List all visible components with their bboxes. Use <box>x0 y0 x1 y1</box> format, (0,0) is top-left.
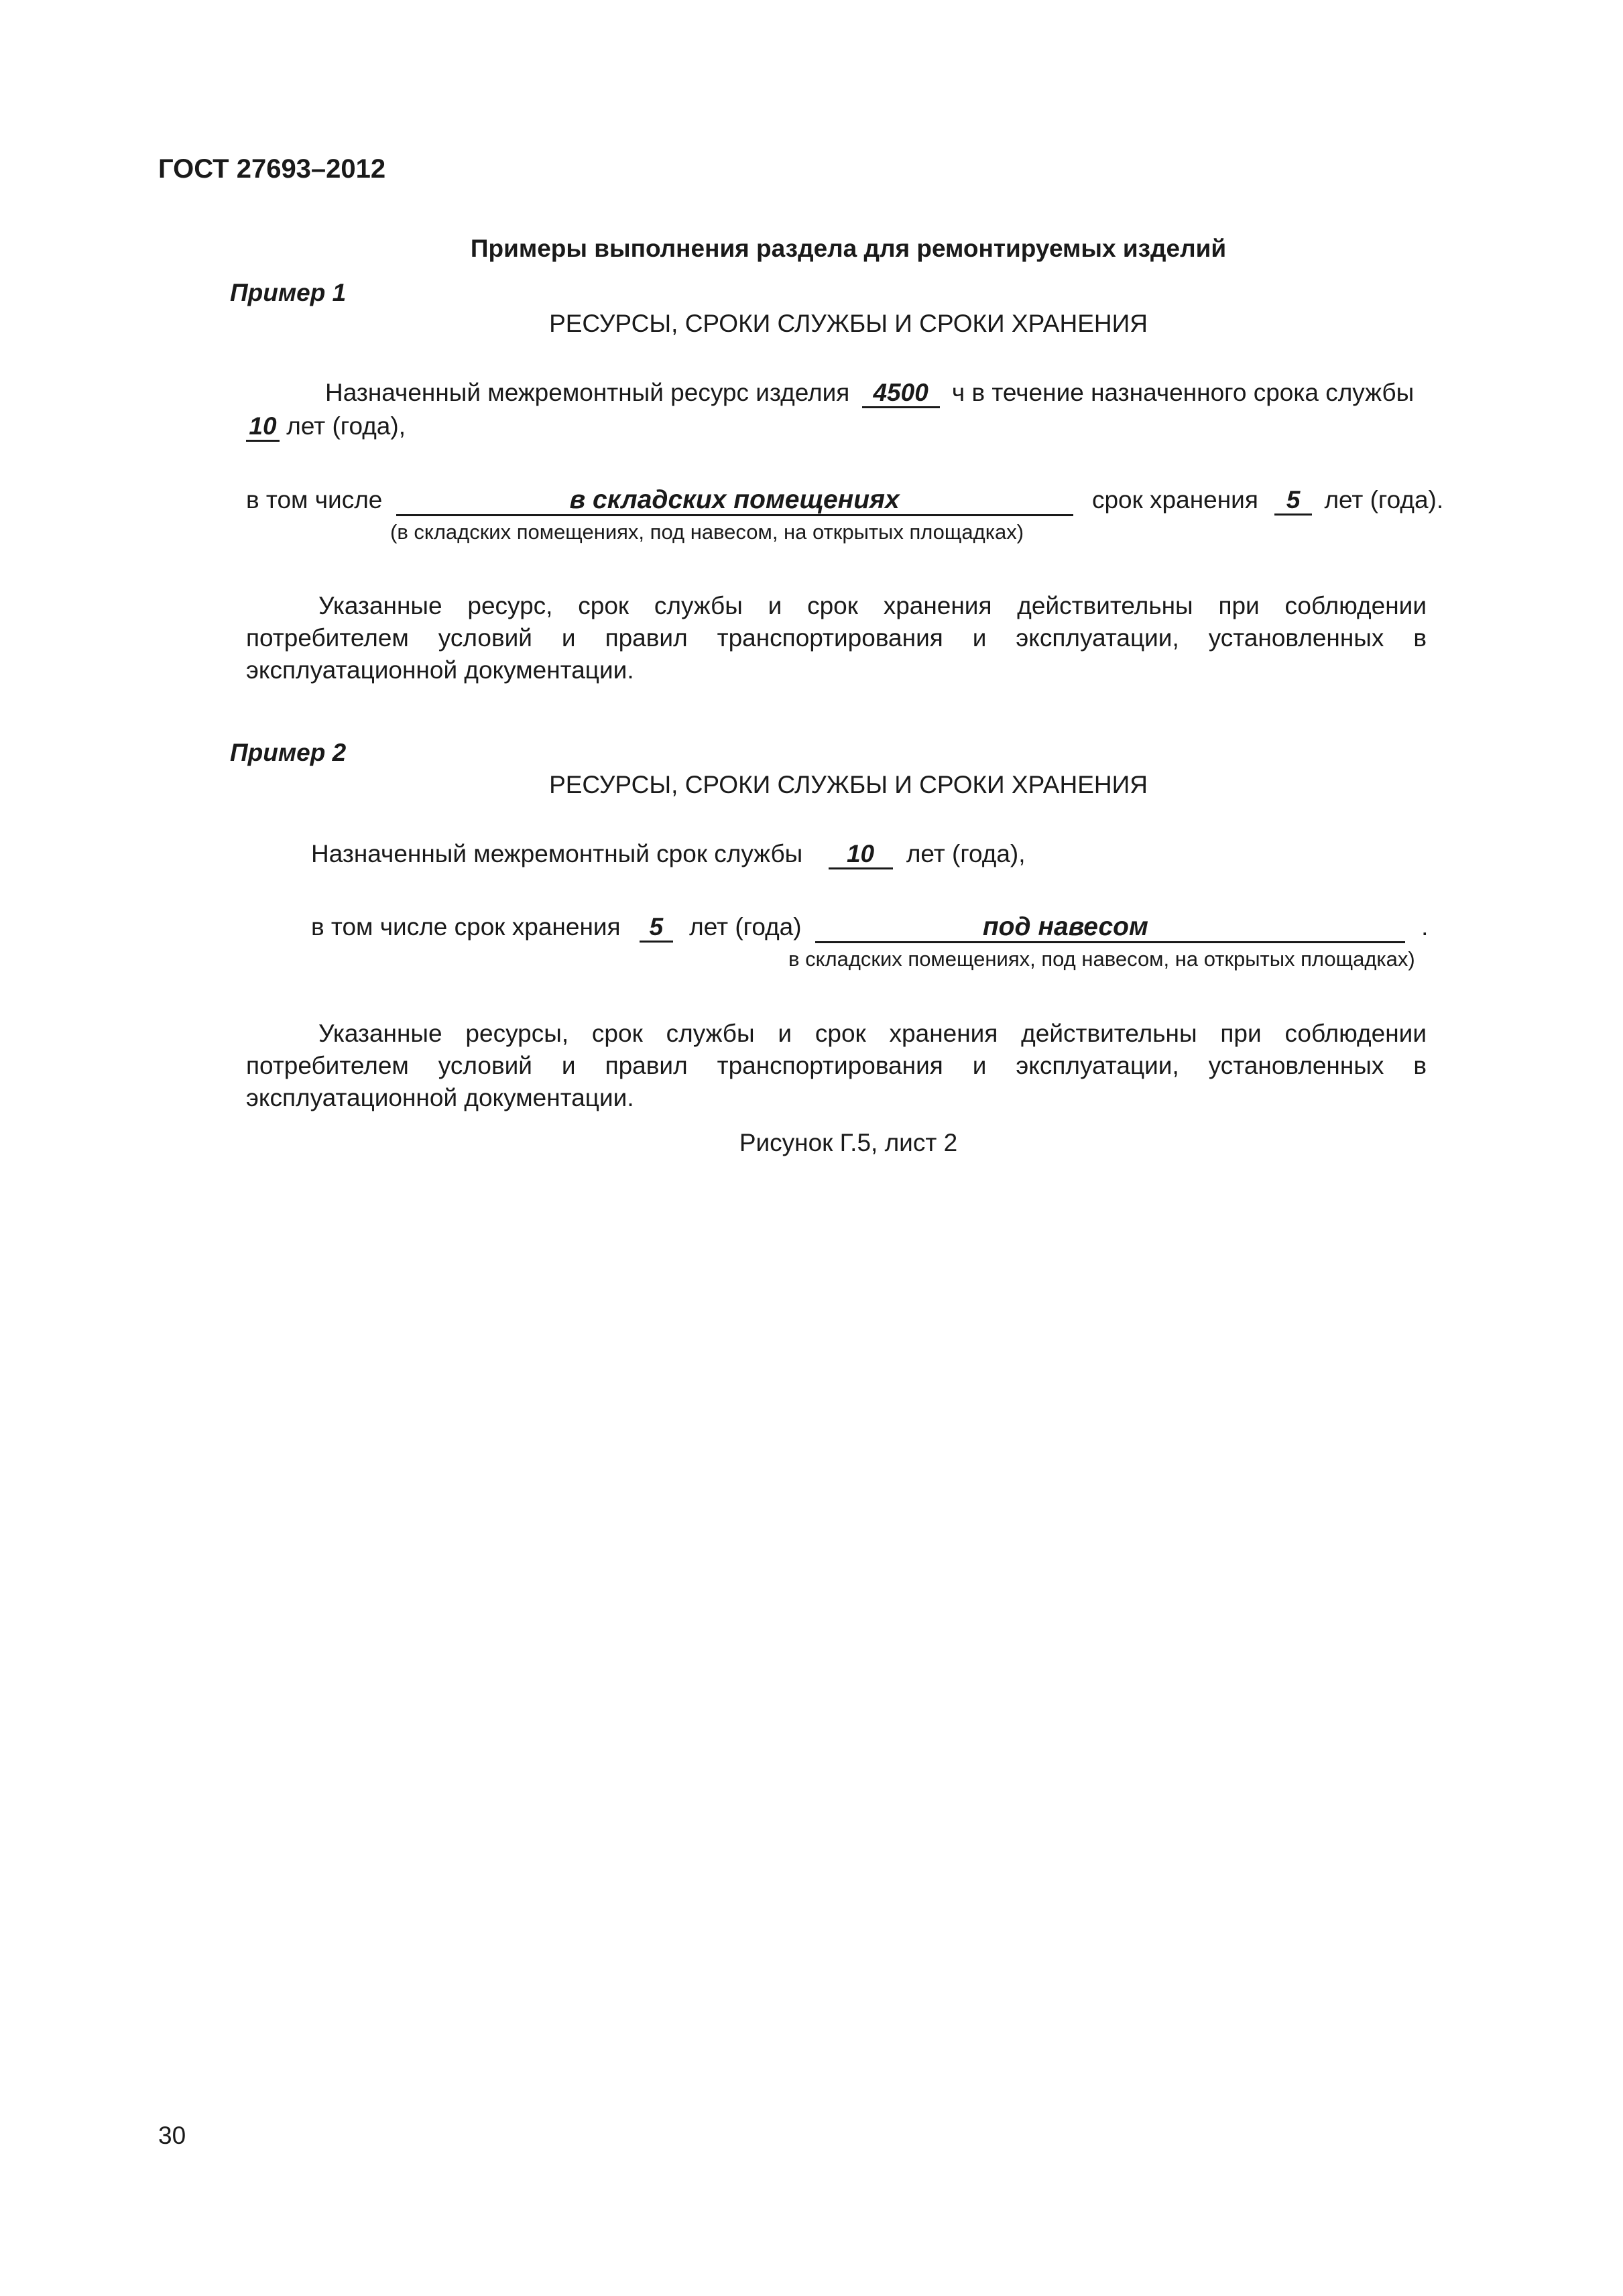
storage-term-label: в том числе срок хранения <box>311 913 621 941</box>
service-life-unit-text: лет (года), <box>286 412 406 440</box>
storage-place-field: под навесом <box>815 914 1405 943</box>
example-2-label: Пример 2 <box>230 739 347 766</box>
example-1-line-1 <box>325 379 1414 408</box>
example-2-heading: РЕСУРСЫ, СРОКИ СЛУЖБЫ И СРОКИ ХРАНЕНИЯ <box>549 771 1148 798</box>
service-life-value-field: 10 <box>246 414 280 442</box>
service-life-label: Назначенный межремонтный срок службы <box>311 840 803 867</box>
example-2-line-2 <box>311 913 1428 943</box>
example-2-line-1 <box>311 840 1026 869</box>
example-1-label: Пример 1 <box>230 279 347 306</box>
example-1-note: Указанные ресурс, срок службы и срок хранения действительны при соблюдении потребителем условий и правил транспортирования и эксплуатации, установленных в эксплуатационной документации. <box>246 592 1427 684</box>
figure-caption: Рисунок Г.5, лист 2 <box>739 1129 958 1156</box>
example-1-line-3 <box>246 486 1443 516</box>
storage-term-value-field: 5 <box>1274 487 1312 516</box>
resource-label: Назначенный межремонтный ресурс изделия <box>325 379 850 406</box>
example-1-heading: РЕСУРСЫ, СРОКИ СЛУЖБЫ И СРОКИ ХРАНЕНИЯ <box>549 310 1148 337</box>
example-2-note: Указанные ресурсы, срок службы и срок хранения действительны при соблюдении потребителем условий и правил транспортирования и эксплуатации, установленных в эксплуатационной документации. <box>246 1020 1427 1111</box>
storage-term-value-field: 5 <box>640 914 673 943</box>
storage-term-unit-text: лет (года). <box>1324 486 1444 513</box>
storage-term-label: срок хранения <box>1091 486 1258 513</box>
storage-place-caption: (в складских помещениях, под навесом, на открытых площадках) <box>390 520 1024 544</box>
resource-unit-text: ч в течение назначенного срока службы <box>951 379 1415 406</box>
page-number: 30 <box>158 2122 186 2149</box>
section-title: Примеры выполнения раздела для ремонтируемых изделий <box>470 235 1227 262</box>
resource-value-field: 4500 <box>862 380 940 408</box>
service-life-unit-text: лет (года), <box>906 840 1026 867</box>
line-end-dot: . <box>1421 913 1429 941</box>
standard-code: ГОСТ 27693–2012 <box>158 154 386 184</box>
storage-place-field: в складских помещениях <box>396 487 1073 516</box>
service-life-value-field: 10 <box>829 841 893 869</box>
including-label: в том числе <box>246 486 383 513</box>
storage-term-unit-text: лет (года) <box>689 913 802 941</box>
example-1-line-2 <box>246 412 406 442</box>
storage-place-caption: в складских помещениях, под навесом, на открытых площадках) <box>788 947 1415 971</box>
